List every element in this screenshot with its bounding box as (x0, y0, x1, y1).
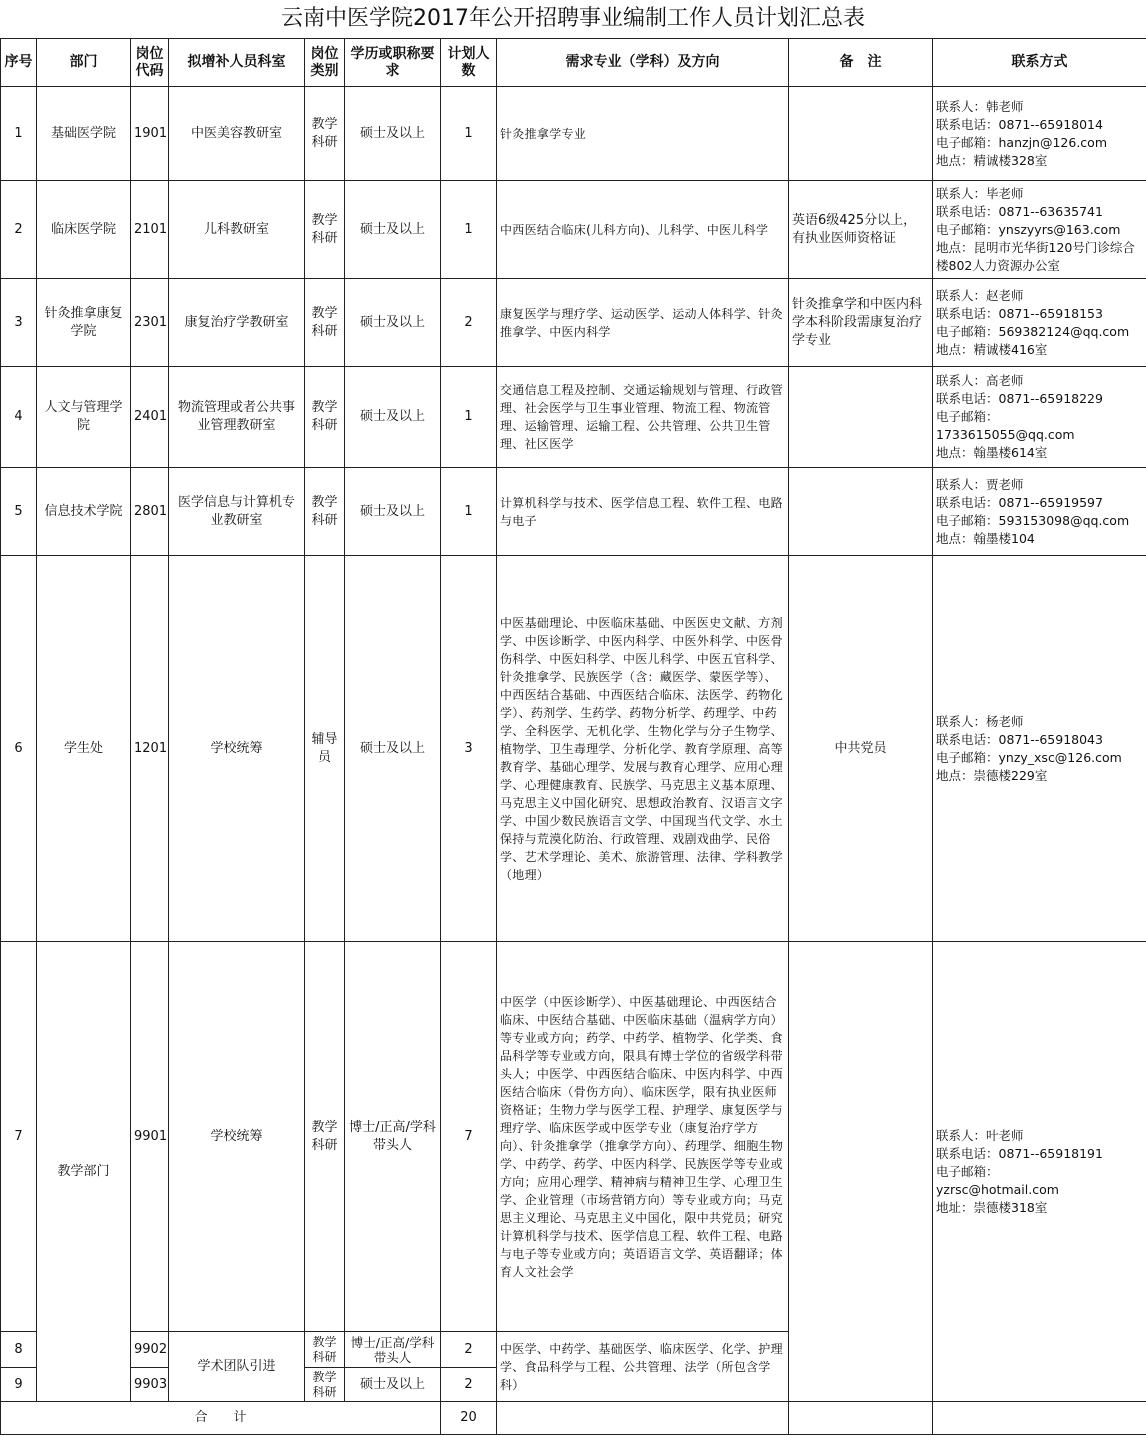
row-count: 2 (441, 1368, 497, 1402)
table-row (1, 367, 1146, 468)
row-education: 博士/正高/学科带头人 (345, 1332, 441, 1368)
row-contact (933, 468, 1146, 556)
total-empty-cell (497, 1402, 789, 1435)
contact-line: 联系电话：0871--65918153 (936, 305, 1103, 321)
row-majors: 中医基础理论、中医临床基础、中医医史文献、方剂学、中医诊断学、中医内科学、中医外科学、中医骨伤科学、中医妇科学、中医儿科学、中医五官科学、针灸推拿学、民族医学（含：藏医学、蒙医学等）、中西医结合基础、中西医结合临床、法医学、药物化学）、药剂学、生药学、药物分析学、药理学、中药学、全科医学、无机化学、生物化学与分子生物学、植物学、卫生毒理学、分析化学、教育学原理、高等教育学、基础心理学、发展与教育心理学、应用心理学、心理健康教育、民族学、马克思主义基本原理、马克思主义中国化研究、思想政治教育、汉语言文字学、中国少数民族语言文学、中国现当代文学、水土保持与荒漠化防治、行政管理、戏剧戏曲学、民俗学、艺术学理论、美术、旅游管理、法律、学科教学（地理） (497, 556, 789, 942)
row-majors: 中医学、中药学、基础医学、临床医学、化学、护理学、食品科学与工程、公共管理、法学（所包含学科） (497, 1332, 789, 1402)
row-dept: 临床医学院 (37, 181, 131, 279)
contact-line: 联系人：贾老师 (936, 476, 1024, 492)
contact-line: 地点：崇德楼229室 (936, 767, 1048, 783)
row-count: 1 (441, 87, 497, 181)
row-dept: 基础医学院 (37, 87, 131, 181)
contact-line: 1733615055@qq.com (936, 427, 1075, 442)
row-notes (789, 468, 933, 556)
row-code: 2401 (131, 367, 169, 468)
row-majors: 中西医结合临床(儿科方向)、儿科学、中医儿科学 (497, 181, 789, 279)
contact-line: 电子邮箱： (936, 409, 999, 424)
total-empty-cell (789, 1402, 933, 1435)
contact-line: 联系人：高老师 (936, 373, 1024, 388)
header-office: 拟增补人员科室 (169, 39, 305, 87)
row-seq: 5 (1, 468, 37, 556)
header-code: 岗位代码 (131, 39, 169, 87)
row-seq: 4 (1, 367, 37, 468)
row-majors: 交通信息工程及控制、交通运输规划与管理、行政管理、社会医学与卫生事业管理、物流工程、物流管理、运输管理、运输工程、公共管理、公共卫生管理、社区医学 (497, 367, 789, 468)
row-office: 康复治疗学教研室 (169, 279, 305, 367)
row-majors: 计算机科学与技术、医学信息工程、软件工程、电路与电子 (497, 468, 789, 556)
header-notes: 备 注 (789, 39, 933, 87)
row-category: 教学科研 (305, 1368, 345, 1402)
row-count: 2 (441, 279, 497, 367)
row-dept: 学生处 (37, 556, 131, 942)
row-count: 3 (441, 556, 497, 942)
contact-line: 联系人：杨老师 (936, 713, 1024, 729)
row-office: 物流管理或者公共事业管理教研室 (169, 367, 305, 468)
row-code: 1201 (131, 556, 169, 942)
table-row (1, 279, 1146, 367)
row-category: 教学科研 (305, 367, 345, 468)
contact-line: 联系电话：0871--63635741 (936, 203, 1103, 219)
table-row (1, 468, 1146, 556)
header-seq: 序号 (1, 39, 37, 87)
recruitment-table (0, 38, 1146, 1435)
row-notes: 针灸推拿学和中医内科学本科阶段需康复治疗学专业 (789, 279, 933, 367)
contact-line: 联系电话：0871--65918014 (936, 116, 1103, 132)
row-category: 教学科研 (305, 87, 345, 181)
row-code: 2801 (131, 468, 169, 556)
row-dept: 人文与管理学院 (37, 367, 131, 468)
header-category: 岗位类别 (305, 39, 345, 87)
row-notes (789, 942, 933, 1402)
contact-line: 地址：崇德楼318室 (936, 1199, 1048, 1215)
row-majors: 康复医学与理疗学、运动医学、运动人体科学、针灸推拿学、中医内科学 (497, 279, 789, 367)
contact-line: 联系电话：0871--65918229 (936, 391, 1103, 406)
row-office: 学校统筹 (169, 556, 305, 942)
row-education: 硕士及以上 (345, 87, 441, 181)
contact-line: 联系电话：0871--65918191 (936, 1145, 1103, 1161)
row-count: 1 (441, 181, 497, 279)
header-majors: 需求专业（学科）及方向 (497, 39, 789, 87)
contact-line: 联系人：毕老师 (936, 185, 1024, 201)
row-code: 9902 (131, 1332, 169, 1368)
contact-line: 联系人：韩老师 (936, 98, 1024, 114)
contact-line: 地点：精诚楼328室 (936, 152, 1048, 168)
total-count: 20 (441, 1402, 497, 1435)
total-row (1, 1402, 1146, 1435)
contact-line: 联系人：叶老师 (936, 1127, 1024, 1143)
row-count: 7 (441, 942, 497, 1332)
row-category: 教学科研 (305, 942, 345, 1332)
row-education: 硕士及以上 (345, 468, 441, 556)
header-row (1, 39, 1146, 87)
row-notes: 英语6级425分以上，有执业医师资格证 (789, 181, 933, 279)
table-row (1, 556, 1146, 942)
row-count: 2 (441, 1332, 497, 1368)
contact-line: 地点：精诚楼416室 (936, 341, 1048, 357)
row-seq: 8 (1, 1332, 37, 1368)
row-contact (933, 279, 1146, 367)
row-majors: 中医学（中医诊断学）、中医基础理论、中西医结合临床、中医结合基础、中医临床基础（温病学方向）等专业或方向；药学、中药学、植物学、化学类、食品科学等专业或方向，限具有博士学位的省级学科带头人；中医学、中西医结合临床、中医内科学、中西医结合临床（骨伤方向）、临床医学，限有执业医师资格证；生物力学与医学工程、护理学、康复医学与理疗学、临床医学或中医学专业（康复治疗学方向）、针灸推拿学（推拿学方向）、药理学、细胞生物学、中药学、药学、中医内科学、民族医学等专业或方向；应用心理学、精神病与精神卫生学、心理卫生学、企业管理（市场营销方向）等专业或方向；马克思主义理论、马克思主义中国化，限中共党员；研究计算机科学与技术、医学信息工程、软件工程、电路与电子等专业或方向；英语语言文学、英语翻译；体育人文社会学 (497, 942, 789, 1332)
table-row (1, 942, 1146, 1332)
row-contact (933, 556, 1146, 942)
row-category: 教学科研 (305, 1332, 345, 1368)
contact-line: 电子邮箱： (936, 1163, 999, 1179)
row-notes (789, 87, 933, 181)
row-education: 硕士及以上 (345, 367, 441, 468)
contact-line: 联系电话：0871--65918043 (936, 731, 1103, 747)
row-education: 博士/正高/学科带头人 (345, 942, 441, 1332)
table-row (1, 181, 1146, 279)
row-education: 硕士及以上 (345, 181, 441, 279)
row-count: 1 (441, 367, 497, 468)
row-notes (789, 367, 933, 468)
row-education: 硕士及以上 (345, 1368, 441, 1402)
row-seq: 6 (1, 556, 37, 942)
contact-line: 电子邮箱：569382124@qq.com (936, 323, 1130, 339)
row-count: 1 (441, 468, 497, 556)
header-contact: 联系方式 (933, 39, 1146, 87)
row-category: 辅导员 (305, 556, 345, 942)
row-seq: 3 (1, 279, 37, 367)
row-office: 学校统筹 (169, 942, 305, 1332)
row-seq: 2 (1, 181, 37, 279)
total-empty-cell (933, 1402, 1146, 1435)
row-dept: 教学部门 (37, 942, 131, 1402)
row-office: 中医美容教研室 (169, 87, 305, 181)
row-notes: 中共党员 (789, 556, 933, 942)
contact-line: 地点：翰墨楼104 (936, 530, 1035, 546)
row-contact (933, 367, 1146, 468)
row-code: 9903 (131, 1368, 169, 1402)
row-category: 教学科研 (305, 279, 345, 367)
contact-line: 电子邮箱：hanzjn@126.com (936, 134, 1107, 150)
row-seq: 9 (1, 1368, 37, 1402)
row-code: 2301 (131, 279, 169, 367)
row-code: 9901 (131, 942, 169, 1332)
row-code: 1901 (131, 87, 169, 181)
header-education: 学历或职称要求 (345, 39, 441, 87)
header-count: 计划人数 (441, 39, 497, 87)
row-category: 教学科研 (305, 468, 345, 556)
row-contact (933, 181, 1146, 279)
row-dept: 信息技术学院 (37, 468, 131, 556)
row-contact (933, 942, 1146, 1402)
total-label: 合 计 (1, 1402, 441, 1435)
row-office: 儿科教研室 (169, 181, 305, 279)
row-code: 2101 (131, 181, 169, 279)
contact-line: 电子邮箱：593153098@qq.com (936, 512, 1130, 528)
row-majors: 针灸推拿学专业 (497, 87, 789, 181)
row-dept: 针灸推拿康复学院 (37, 279, 131, 367)
contact-line: 联系电话：0871--65919597 (936, 494, 1103, 510)
row-category: 教学科研 (305, 181, 345, 279)
row-contact (933, 87, 1146, 181)
contact-line: 地点：昆明市光华街120号门诊综合楼802人力资源办公室 (936, 239, 1135, 273)
row-seq: 1 (1, 87, 37, 181)
row-education: 硕士及以上 (345, 556, 441, 942)
contact-line: 电子邮箱：ynzy_xsc@126.com (936, 749, 1122, 765)
contact-line: 地点：翰墨楼614室 (936, 445, 1048, 460)
contact-line: yzrsc@hotmail.com (936, 1181, 1059, 1197)
contact-line: 电子邮箱：ynszyyrs@163.com (936, 221, 1121, 237)
row-office: 学术团队引进 (169, 1332, 305, 1402)
table-row (1, 87, 1146, 181)
row-seq: 7 (1, 942, 37, 1332)
row-office: 医学信息与计算机专业教研室 (169, 468, 305, 556)
page-title: 云南中医学院2017年公开招聘事业编制工作人员计划汇总表 (281, 6, 865, 31)
row-education: 硕士及以上 (345, 279, 441, 367)
header-dept: 部门 (37, 39, 131, 87)
contact-line: 联系人：赵老师 (936, 287, 1024, 303)
